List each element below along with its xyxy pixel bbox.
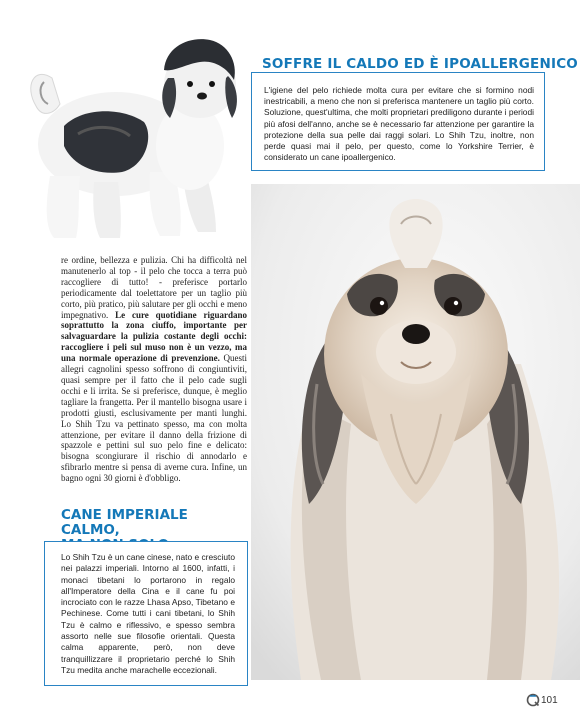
box-title-line1: CANE IMPERIALE CALMO, (61, 507, 188, 538)
article-body-text (61, 255, 247, 484)
box-text-heat-hypoallergenic: L'igiene del pelo richiede molta cura per evitare che si formino nodi inestricabili, a meno che non si preferisca mantenere un taglio più corto. Soluzione, quest'ultima, che molti proprietari prediligono durante i periodi più afosi dell'anno, anche se è necessario far attenzione per garantire la protezione della sua pelle dai raggi solari. Lo Shih Tzu, inoltre, non perde quasi mai il pelo, per questo, come lo Yorkshire Terrier, è considerato un cane ipoallergenico. (264, 85, 534, 163)
page-number (526, 693, 558, 707)
box-title-heat-hypoallergenic: SOFFRE IL CALDO ED È IPOALLERGENICO (262, 56, 578, 72)
box-text-imperial-dog: Lo Shih Tzu è un cane cinese, nato e cresciuto nei palazzi imperiali. Intorno al 1600, infatti, i monaci tibetani lo portarono in regalo all'Imperatore della Cina e il cane fu poi incrociato con le razze Lhasa Apso, Tibetano e Pechinese. Come tutti i cani tibetani, lo Shih Tzu è calmo e riflessivo, e spesso sembra assorto nelle sue filosofie orientali. Questa calma apparente, però, non deve tranquillizzare il proprietario perché lo Shih Tzu medita anche marachelle eccezionali. (61, 552, 235, 675)
shih-tzu-portrait-photo (251, 184, 580, 680)
body-text-bold: Le cure quotidiane riguardano soprattutto la zona ciuffo, importante per salvaguardare la pulizia costante degli occhi: raccogliere i peli sul muso non è un vezzo, ma una normale operazione di prevenzione. (61, 309, 247, 364)
page-number-value: 101 (541, 694, 558, 706)
sidebar-box-imperial-dog (44, 541, 248, 686)
standing-dog-photo (14, 26, 244, 246)
sidebar-box-heat-hypoallergenic (251, 72, 545, 171)
magazine-logo-icon (526, 693, 540, 707)
body-text-part1: re ordine, bellezza e pulizia. Chi ha difficoltà nel manutenerlo al top - il pelo che tocca a terra può raccogliere di tutto! - preferisce portarlo periodicamente dal toelettatore per un taglio più corto, più pratico, più salutare per gli occhi e meno impegnativo. (61, 255, 247, 320)
body-text-part2: Questi allegri cagnolini spesso soffrono di congiuntiviti, quasi sempre per il fatto che il pelo cade sugli occhi e li irrita. Se si preferisce, dunque, è meglio tagliare la frangetta. Per il mantello bisogna usare i prodotti giusti, esclusivamente per manti lunghi. Lo Shih Tzu va pettinato spesso, ma con molta attenzione, per evitare il danno della frizione di spazzole e pettini sul suo pelo fine e delicato: bisogna scongiurare il rischio di annodarlo e sfibrarlo mentre si pensa di averne cura. Infine, un bagno ogni 30 giorni è d'obbligo. (61, 353, 248, 484)
